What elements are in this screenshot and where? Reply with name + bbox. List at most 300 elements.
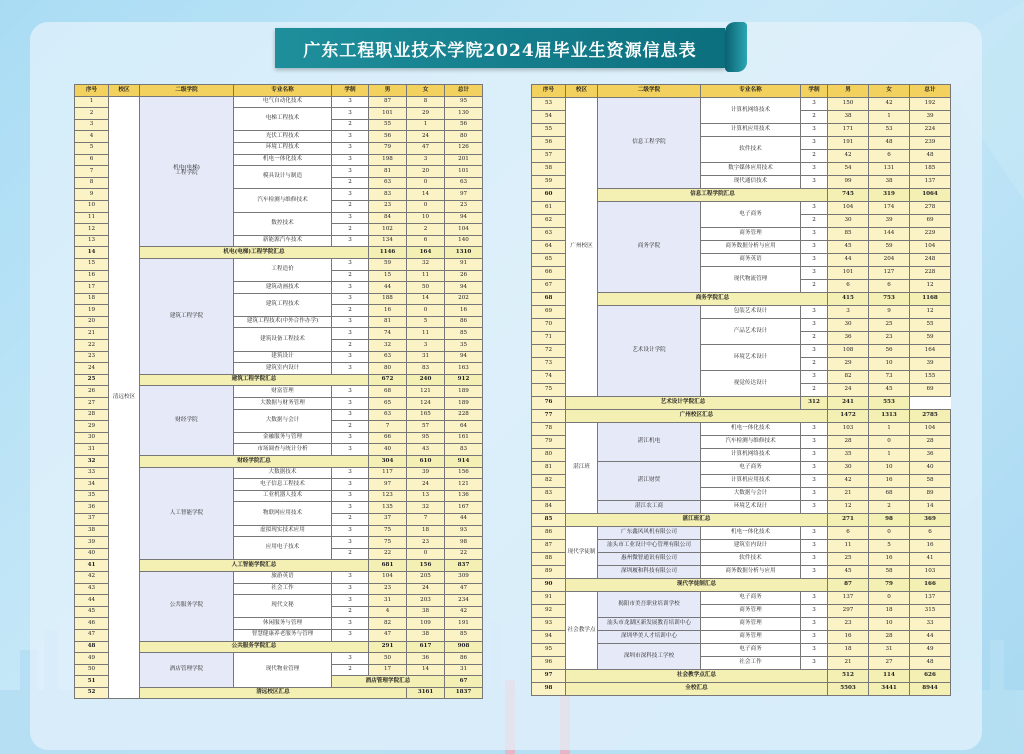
duration-cell: 3 — [332, 154, 369, 166]
college-cell: 人工智能学院 — [140, 467, 234, 560]
male-count: 74 — [369, 328, 407, 340]
major-cell: 物联网应用技术 — [234, 502, 332, 525]
major-cell: 计算机应用技术 — [701, 124, 801, 137]
total-count: 315 — [910, 605, 951, 618]
total-count: 58 — [910, 475, 951, 488]
row-number: 79 — [532, 436, 566, 449]
duration-cell: 3 — [801, 163, 828, 176]
male-count: 191 — [828, 137, 869, 150]
female-count: 36 — [407, 653, 445, 665]
row-number: 32 — [75, 456, 109, 468]
college-cell: 深圳华美人才培训中心 — [598, 631, 701, 644]
campus-total-row — [532, 579, 951, 592]
campus-total-label: 社会教学点汇总 — [566, 670, 828, 683]
duration-cell: 3 — [801, 553, 828, 566]
female-count: 127 — [869, 267, 910, 280]
row-number: 4 — [75, 131, 109, 143]
female-count: 0 — [407, 177, 445, 189]
row-number: 83 — [532, 488, 566, 501]
duration-cell: 3 — [801, 371, 828, 384]
duration-cell: 3 — [332, 258, 369, 270]
major-cell: 社会工作 — [234, 583, 332, 595]
duration-cell: 3 — [332, 502, 369, 514]
female-count: 73 — [869, 371, 910, 384]
female-count: 16 — [869, 553, 910, 566]
total-count: 914 — [445, 456, 483, 468]
major-cell: 光伏工程技术 — [234, 131, 332, 143]
male-count: 7 — [369, 421, 407, 433]
row-number: 75 — [532, 384, 566, 397]
male-count: 30 — [828, 462, 869, 475]
campus-total-label: 广州校区汇总 — [566, 410, 828, 423]
column-header: 女 — [869, 85, 910, 98]
female-count: 9 — [869, 306, 910, 319]
major-cell: 电子商务 — [701, 592, 801, 605]
female-count: 109 — [407, 618, 445, 630]
duration-cell: 3 — [801, 488, 828, 501]
row-number: 60 — [532, 189, 566, 202]
female-count: 8 — [407, 96, 445, 108]
male-count: 16 — [369, 305, 407, 317]
duration-cell: 3 — [801, 449, 828, 462]
total-count: 136 — [445, 490, 483, 502]
duration-cell: 3 — [801, 98, 828, 111]
major-cell: 汽车检测与维修技术 — [234, 189, 332, 212]
male-count: 312 — [801, 397, 828, 410]
row-number: 13 — [75, 235, 109, 247]
female-count: 28 — [869, 631, 910, 644]
male-count: 63 — [369, 177, 407, 189]
row-number: 80 — [532, 449, 566, 462]
male-count: 87 — [828, 579, 869, 592]
female-count: 165 — [407, 409, 445, 421]
row-number: 65 — [532, 254, 566, 267]
column-header: 男 — [369, 85, 407, 97]
total-count: 55 — [910, 319, 951, 332]
male-count: 59 — [369, 258, 407, 270]
total-count: 44 — [910, 631, 951, 644]
duration-cell: 3 — [801, 137, 828, 150]
campus-total-label: 湛江班汇总 — [566, 514, 828, 527]
campus-cell: 清远校区 — [109, 96, 140, 699]
total-count: 229 — [910, 228, 951, 241]
row-number: 88 — [532, 553, 566, 566]
major-cell: 计算机应用技术 — [701, 475, 801, 488]
total-count: 553 — [869, 397, 910, 410]
female-count: 203 — [407, 595, 445, 607]
total-count: 1168 — [910, 293, 951, 306]
row-number: 85 — [532, 514, 566, 527]
total-count: 121 — [445, 479, 483, 491]
female-count: 0 — [407, 200, 445, 212]
row-number: 42 — [75, 571, 109, 583]
total-count: 47 — [445, 583, 483, 595]
college-total-label: 机电(电梯)工程学院汇总 — [140, 247, 369, 259]
major-cell: 机电一体化技术 — [234, 154, 332, 166]
female-count: 11 — [407, 328, 445, 340]
total-count: 278 — [910, 202, 951, 215]
college-cell: 汕头市龙湖区新发展教育培训中心 — [598, 618, 701, 631]
major-cell: 建筑室内设计 — [701, 540, 801, 553]
column-header: 序号 — [532, 85, 566, 98]
total-count: 93 — [445, 525, 483, 537]
total-count: 98 — [445, 537, 483, 549]
row-number: 36 — [75, 502, 109, 514]
row-number: 62 — [532, 215, 566, 228]
column-header: 校区 — [566, 85, 598, 98]
duration-cell: 2 — [332, 305, 369, 317]
total-count: 69 — [910, 215, 951, 228]
row-number: 1 — [75, 96, 109, 108]
row-number: 18 — [75, 293, 109, 305]
total-count: 369 — [910, 514, 951, 527]
row-number: 50 — [75, 664, 109, 676]
female-count: 29 — [407, 108, 445, 120]
duration-cell: 3 — [801, 254, 828, 267]
duration-cell: 3 — [801, 540, 828, 553]
female-count: 16 — [869, 475, 910, 488]
total-count: 64 — [445, 421, 483, 433]
female-count: 59 — [869, 241, 910, 254]
female-count: 7 — [407, 513, 445, 525]
row-number: 71 — [532, 332, 566, 345]
female-count: 25 — [869, 319, 910, 332]
total-count: 104 — [445, 224, 483, 236]
duration-cell: 2 — [801, 332, 828, 345]
male-count: 137 — [828, 592, 869, 605]
female-count: 38 — [869, 176, 910, 189]
male-count: 36 — [828, 332, 869, 345]
campus-total-row — [532, 410, 951, 423]
male-count: 134 — [369, 235, 407, 247]
major-cell: 智慧健康养老服务与管理 — [234, 629, 332, 641]
row-number: 73 — [532, 358, 566, 371]
duration-cell: 3 — [801, 657, 828, 670]
total-count: 63 — [445, 177, 483, 189]
male-count: 81 — [369, 316, 407, 328]
row-number: 20 — [75, 316, 109, 328]
male-count: 47 — [369, 629, 407, 641]
female-count: 56 — [869, 345, 910, 358]
female-count: 32 — [407, 258, 445, 270]
male-count: 135 — [369, 502, 407, 514]
row-number: 21 — [75, 328, 109, 340]
major-cell: 新能源汽车技术 — [234, 235, 332, 247]
female-count: 121 — [407, 386, 445, 398]
major-cell: 大数据与财务管理 — [234, 398, 332, 410]
row-number: 77 — [532, 410, 566, 423]
table-row — [532, 592, 951, 605]
major-cell: 现代物业管理 — [234, 653, 332, 688]
row-number: 87 — [532, 540, 566, 553]
duration-cell: 3 — [332, 351, 369, 363]
female-count: 47 — [407, 142, 445, 154]
row-number: 3 — [75, 119, 109, 131]
male-count: 104 — [369, 571, 407, 583]
duration-cell: 3 — [332, 166, 369, 178]
major-cell: 虚拟现实技术应用 — [234, 525, 332, 537]
female-count: 42 — [869, 98, 910, 111]
column-header: 学制 — [332, 85, 369, 97]
male-count: 82 — [828, 371, 869, 384]
male-count: 291 — [369, 641, 407, 653]
major-cell: 软件技术 — [701, 137, 801, 163]
duration-cell: 2 — [801, 111, 828, 124]
college-total-label: 建筑工程学院汇总 — [140, 374, 369, 386]
college-cell: 深圳市深科技工学校 — [598, 644, 701, 670]
college-total-label: 商务学院汇总 — [598, 293, 828, 306]
male-count: 40 — [369, 444, 407, 456]
total-count: 91 — [445, 258, 483, 270]
row-number: 23 — [75, 351, 109, 363]
male-count: 3 — [828, 306, 869, 319]
female-count: 1 — [869, 111, 910, 124]
college-cell: 广东鑫风风机有限公司 — [598, 527, 701, 540]
total-count: 44 — [445, 513, 483, 525]
female-count: 0 — [407, 548, 445, 560]
duration-cell: 2 — [332, 548, 369, 560]
male-count: 22 — [369, 548, 407, 560]
row-number: 68 — [532, 293, 566, 306]
male-count: 1472 — [828, 410, 869, 423]
male-count: 35 — [828, 449, 869, 462]
female-count: 11 — [407, 270, 445, 282]
female-count: 83 — [407, 363, 445, 375]
male-count: 80 — [369, 363, 407, 375]
college-cell: 信息工程学院 — [598, 98, 701, 189]
female-count: 10 — [407, 212, 445, 224]
male-count: 37 — [369, 513, 407, 525]
duration-cell: 2 — [332, 606, 369, 618]
major-cell: 环境工程技术 — [234, 142, 332, 154]
total-count: 202 — [445, 293, 483, 305]
total-count: 2785 — [910, 410, 951, 423]
total-count: 86 — [445, 316, 483, 328]
column-header: 校区 — [109, 85, 140, 97]
duration-cell: 3 — [801, 176, 828, 189]
female-count: 23 — [407, 537, 445, 549]
duration-cell: 2 — [332, 664, 369, 676]
row-number: 48 — [75, 641, 109, 653]
table-row — [532, 98, 951, 111]
row-number: 47 — [75, 629, 109, 641]
row-number: 72 — [532, 345, 566, 358]
college-cell: 艺术设计学院 — [598, 306, 701, 397]
male-count: 23 — [828, 618, 869, 631]
male-count: 672 — [369, 374, 407, 386]
female-count: 98 — [869, 514, 910, 527]
total-count: 224 — [910, 124, 951, 137]
duration-cell: 3 — [332, 525, 369, 537]
duration-cell: 2 — [801, 358, 828, 371]
female-count: 1837 — [445, 687, 483, 699]
total-count: 248 — [910, 254, 951, 267]
male-count: 102 — [369, 224, 407, 236]
row-number: 49 — [75, 653, 109, 665]
major-cell: 商务管理 — [701, 605, 801, 618]
row-number: 52 — [75, 687, 109, 699]
male-count: 42 — [828, 150, 869, 163]
male-count: 32 — [369, 340, 407, 352]
row-number: 15 — [75, 258, 109, 270]
major-cell: 现代物流管理 — [701, 267, 801, 293]
major-cell: 休闲服务与管理 — [234, 618, 332, 630]
male-count: 4 — [369, 606, 407, 618]
total-count: 309 — [445, 571, 483, 583]
female-count: 20 — [407, 166, 445, 178]
total-count: 16 — [910, 540, 951, 553]
duration-cell: 3 — [332, 363, 369, 375]
duration-cell: 3 — [801, 644, 828, 657]
male-count: 30 — [828, 319, 869, 332]
duration-cell: 3 — [332, 386, 369, 398]
duration-cell: 3 — [801, 306, 828, 319]
male-count: 104 — [828, 202, 869, 215]
female-count: 27 — [869, 657, 910, 670]
male-count: 21 — [828, 488, 869, 501]
male-count: 55 — [369, 119, 407, 131]
duration-cell: 2 — [332, 224, 369, 236]
total-count: 912 — [445, 374, 483, 386]
female-count: 50 — [407, 282, 445, 294]
total-count: 40 — [910, 462, 951, 475]
total-count: 39 — [910, 111, 951, 124]
major-cell: 建筑工程技术(中外合作办学) — [234, 316, 332, 328]
duration-cell: 3 — [801, 618, 828, 631]
row-number: 84 — [532, 501, 566, 514]
row-number: 40 — [75, 548, 109, 560]
total-count: 94 — [445, 282, 483, 294]
duration-cell: 3 — [332, 629, 369, 641]
row-number: 45 — [75, 606, 109, 618]
female-count: 131 — [869, 163, 910, 176]
major-cell: 环境艺术设计 — [701, 501, 801, 514]
total-count: 126 — [445, 142, 483, 154]
duration-cell: 3 — [332, 108, 369, 120]
male-count: 65 — [369, 398, 407, 410]
row-number: 27 — [75, 398, 109, 410]
duration-cell: 3 — [801, 436, 828, 449]
major-cell: 软件技术 — [701, 553, 801, 566]
college-cell: 汕头市工业设计中心管理有限公司 — [598, 540, 701, 553]
row-number: 37 — [75, 513, 109, 525]
duration-cell: 3 — [332, 282, 369, 294]
duration-cell: 3 — [801, 124, 828, 137]
major-cell: 大数据技术 — [234, 467, 332, 479]
row-number: 16 — [75, 270, 109, 282]
female-count: 95 — [407, 432, 445, 444]
total-count: 1310 — [445, 247, 483, 259]
title-scroll-decoration — [725, 22, 747, 72]
row-number: 91 — [532, 592, 566, 605]
major-cell: 数字媒体应用技术 — [701, 163, 801, 176]
male-count: 24 — [828, 384, 869, 397]
duration-cell: 3 — [801, 319, 828, 332]
major-cell: 产品艺术设计 — [701, 319, 801, 345]
male-count: 67 — [445, 676, 483, 688]
total-count: 6 — [910, 527, 951, 540]
female-count: 10 — [869, 462, 910, 475]
male-count: 99 — [828, 176, 869, 189]
duration-cell: 3 — [332, 293, 369, 305]
male-count: 12 — [828, 501, 869, 514]
campus-cell: 社会教学点 — [566, 592, 598, 670]
major-cell: 财富管理 — [234, 386, 332, 398]
row-number: 56 — [532, 137, 566, 150]
row-number: 61 — [532, 202, 566, 215]
row-number: 24 — [75, 363, 109, 375]
college-total-row — [532, 397, 951, 410]
total-count: 1064 — [910, 189, 951, 202]
male-count: 42 — [828, 475, 869, 488]
total-count: 104 — [910, 241, 951, 254]
female-count: 39 — [407, 467, 445, 479]
male-count: 198 — [369, 154, 407, 166]
male-count: 54 — [828, 163, 869, 176]
total-count: 228 — [910, 267, 951, 280]
major-cell: 建筑动画技术 — [234, 282, 332, 294]
male-count: 297 — [828, 605, 869, 618]
total-count: 86 — [445, 653, 483, 665]
female-count: 164 — [407, 247, 445, 259]
total-count: 97 — [445, 189, 483, 201]
male-count: 63 — [369, 351, 407, 363]
row-number: 38 — [75, 525, 109, 537]
major-cell: 环境艺术设计 — [701, 345, 801, 371]
graduate-table-right — [531, 84, 951, 696]
row-number: 5 — [75, 142, 109, 154]
male-count: 29 — [828, 358, 869, 371]
female-count: 58 — [869, 566, 910, 579]
male-count: 63 — [369, 409, 407, 421]
duration-cell: 3 — [332, 595, 369, 607]
male-count: 44 — [828, 254, 869, 267]
female-count: 204 — [869, 254, 910, 267]
row-number: 86 — [532, 527, 566, 540]
duration-cell: 3 — [801, 631, 828, 644]
row-number: 66 — [532, 267, 566, 280]
female-count: 10 — [869, 618, 910, 631]
duration-cell: 2 — [332, 421, 369, 433]
total-count: 192 — [910, 98, 951, 111]
female-count: 31 — [869, 644, 910, 657]
total-count: 189 — [445, 398, 483, 410]
female-count: 174 — [869, 202, 910, 215]
total-count: 26 — [445, 270, 483, 282]
male-count: 31 — [369, 595, 407, 607]
total-count: 837 — [445, 560, 483, 572]
table-header-row — [532, 85, 951, 98]
male-count: 15 — [369, 270, 407, 282]
male-count: 17 — [369, 664, 407, 676]
campus-total-row — [532, 514, 951, 527]
row-number: 63 — [532, 228, 566, 241]
duration-cell: 3 — [332, 328, 369, 340]
campus-total-label: 全校汇总 — [566, 683, 828, 696]
total-count: 103 — [910, 566, 951, 579]
major-cell: 商务管理 — [701, 618, 801, 631]
college-cell: 商务学院 — [598, 202, 701, 293]
duration-cell: 2 — [332, 340, 369, 352]
male-count: 81 — [369, 166, 407, 178]
female-count: 57 — [407, 421, 445, 433]
row-number: 93 — [532, 618, 566, 631]
college-cell: 湛江农工商 — [598, 501, 701, 514]
female-count: 14 — [407, 664, 445, 676]
campus-total-label: 现代学徒制汇总 — [566, 579, 828, 592]
male-count: 75 — [369, 537, 407, 549]
total-count: 137 — [910, 592, 951, 605]
